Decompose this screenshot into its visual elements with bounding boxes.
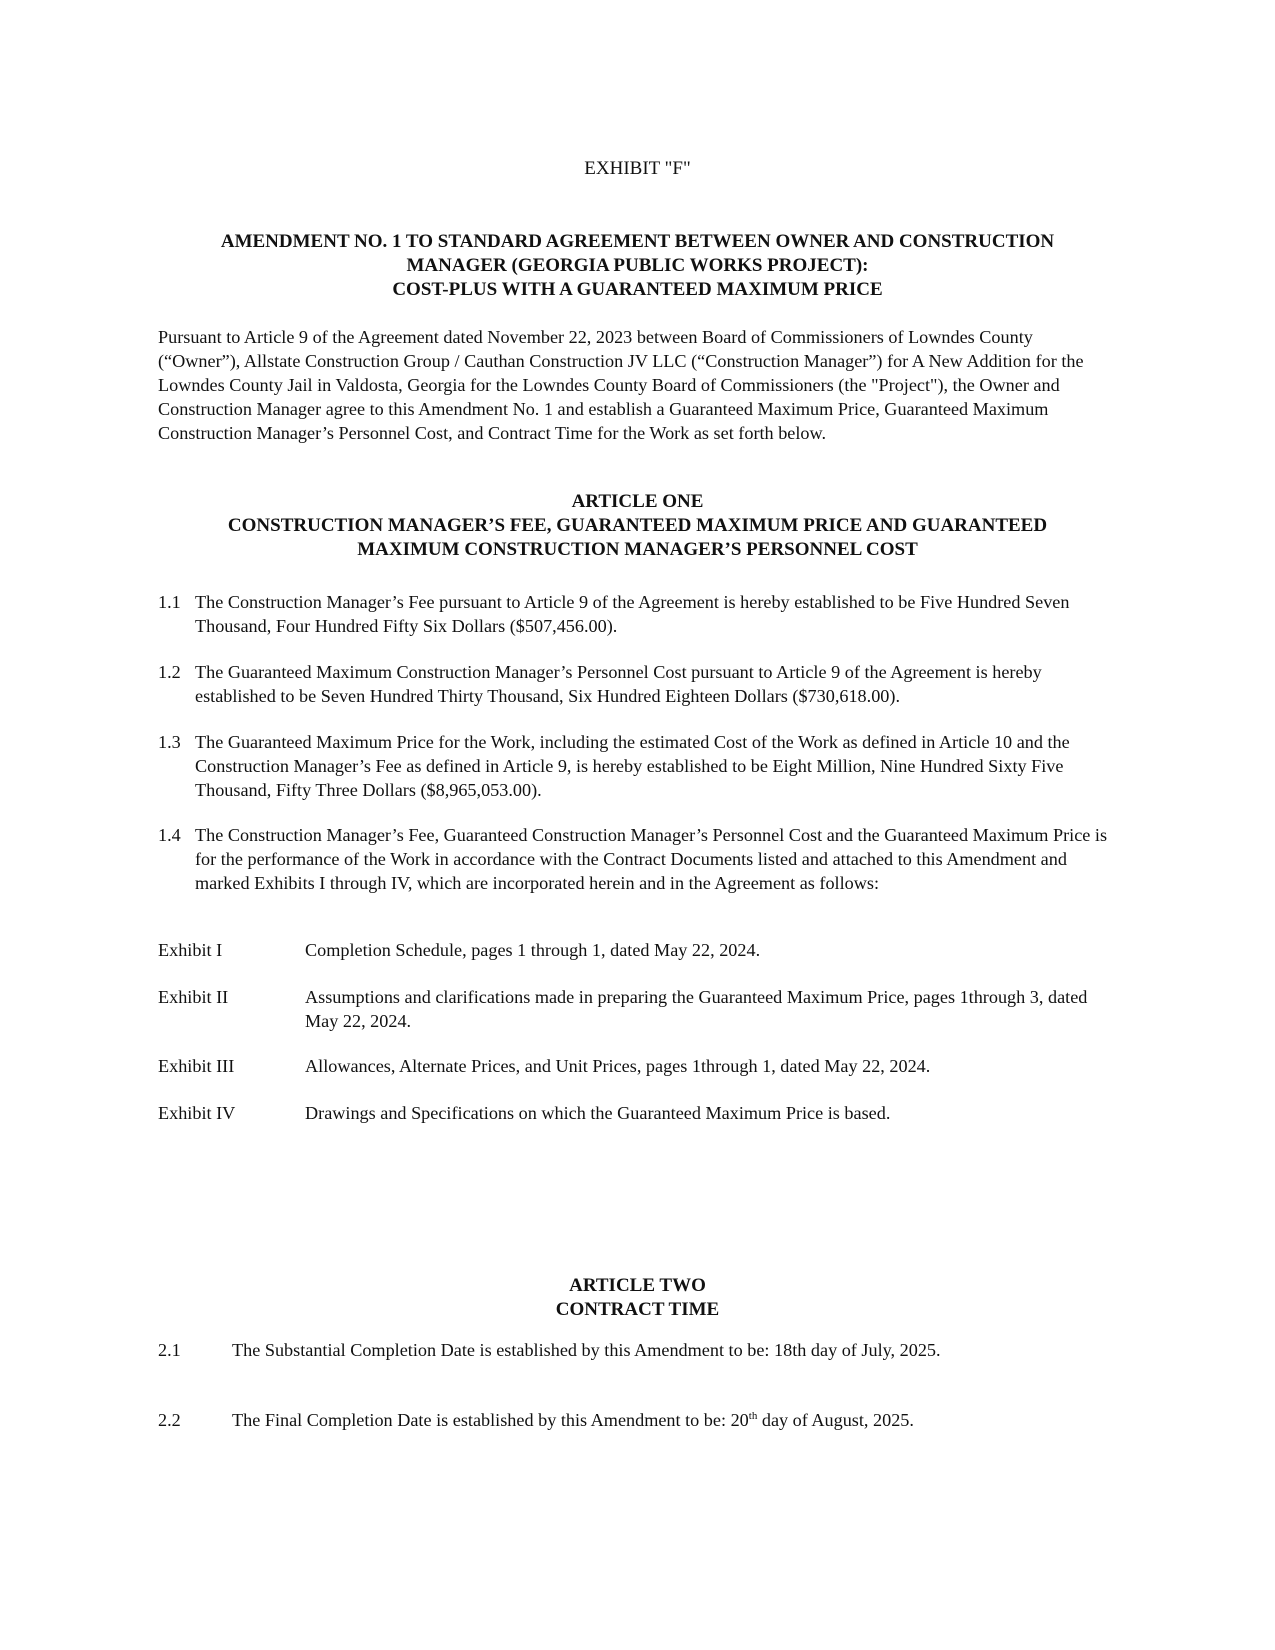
clause-text: The Construction Manager’s Fee pursuant to Article 9 of the Agreement is hereby established to be Five Hundred Seven Thousand, Four Hundred Fifty Six Dollars ($507,456.00). <box>195 592 1070 636</box>
clause-text: The Construction Manager’s Fee, Guaranteed Construction Manager’s Personnel Cost and the Guaranteed Maximum Price is for the performance of the Work in accordance with the Contract Documents listed and attached to this Amendment and marked Exhibits I through IV, which are incorporated herein and in the Agreement as follows: <box>195 825 1108 893</box>
exhibit-label: Exhibit IV <box>158 1103 236 1123</box>
clause-1-2 <box>158 660 1118 708</box>
clause-number: 1.4 <box>158 825 181 845</box>
clause-1-3 <box>158 730 1118 802</box>
ordinal-suffix: th <box>748 1409 758 1422</box>
exhibit-row-3 <box>158 1054 1118 1078</box>
exhibit-label: Exhibit II <box>158 987 229 1007</box>
clause-number: 1.3 <box>158 732 181 752</box>
intro-paragraph: Pursuant to Article 9 of the Agreement dated November 22, 2023 between Board of Commissioners of Lowndes County (“Owner”), Allstate Construction Group / Cauthan Construction JV LLC (“Construction Manager”) for A New Addition for the Lowndes County Jail in Valdosta, Georgia for the Lowndes County Board of Commissioners (the "Project"), the Owner and Construction Manager agree to this Amendment No. 1 and establish a Guaranteed Maximum Price, Guaranteed Maximum Construction Manager’s Personnel Cost, and Contract Time for the Work as set forth below. <box>158 327 1084 443</box>
exhibit-label: Exhibit I <box>158 940 223 960</box>
article-one-heading-line-1: ARTICLE ONE <box>571 491 704 512</box>
clause-text <box>232 1408 1118 1432</box>
exhibit-description: Completion Schedule, pages 1 through 1, dated May 22, 2024. <box>305 940 761 960</box>
clause-2-2 <box>158 1408 1118 1432</box>
clause-1-4 <box>158 823 1118 895</box>
clause-number: 2.2 <box>158 1410 181 1430</box>
exhibit-row-2 <box>158 985 1118 1033</box>
clause-2-1 <box>158 1338 1118 1362</box>
clause-number: 1.1 <box>158 592 181 612</box>
exhibit-title: EXHIBIT "F" <box>584 158 691 179</box>
amendment-title-line-2: MANAGER (GEORGIA PUBLIC WORKS PROJECT): <box>406 255 869 276</box>
exhibit-row-4 <box>158 1101 1118 1125</box>
article-one-heading <box>150 490 1125 562</box>
article-two-heading <box>150 1274 1125 1322</box>
clause-text: The Substantial Completion Date is established by this Amendment to be: 18th day of July, 2025. <box>232 1340 941 1360</box>
clause-1-1 <box>158 590 1118 638</box>
clause-text-before: The Final Completion Date is established by this Amendment to be: 20 <box>232 1410 749 1430</box>
clause-text: The Guaranteed Maximum Construction Manager’s Personnel Cost pursuant to Article 9 of the Agreement is hereby established to be Seven Hundred Thirty Thousand, Six Hundred Eighteen Dollars ($730,618.00). <box>195 662 1042 706</box>
exhibit-description: Allowances, Alternate Prices, and Unit Prices, pages 1through 1, dated May 22, 2024. <box>305 1056 931 1076</box>
amendment-title-line-3: COST-PLUS WITH A GUARANTEED MAXIMUM PRICE <box>392 279 883 300</box>
clause-number: 2.1 <box>158 1340 181 1360</box>
exhibit-description: Assumptions and clarifications made in preparing the Guaranteed Maximum Price, pages 1through 3, dated May 22, 2024. <box>305 987 1088 1031</box>
exhibit-label: Exhibit III <box>158 1056 235 1076</box>
clause-text: The Guaranteed Maximum Price for the Work, including the estimated Cost of the Work as defined in Article 10 and the Construction Manager’s Fee as defined in Article 9, is hereby established to be Eight Million, Nine Hundred Sixty Five Thousand, Fifty Three Dollars ($8,965,053.00). <box>195 732 1070 800</box>
article-one-heading-line-3: MAXIMUM CONSTRUCTION MANAGER’S PERSONNEL COST <box>357 539 918 560</box>
exhibit-row-1 <box>158 938 1118 962</box>
exhibit-description: Drawings and Specifications on which the Guaranteed Maximum Price is based. <box>305 1103 891 1123</box>
article-two-heading-line-1: ARTICLE TWO <box>569 1275 706 1296</box>
article-one-heading-line-2: CONSTRUCTION MANAGER’S FEE, GUARANTEED MAXIMUM PRICE AND GUARANTEED <box>227 515 1048 536</box>
amendment-title <box>150 230 1125 302</box>
article-two-heading-line-2: CONTRACT TIME <box>555 1299 720 1320</box>
clause-number: 1.2 <box>158 662 181 682</box>
clause-text-after: day of August, 2025. <box>757 1410 914 1430</box>
amendment-title-line-1: AMENDMENT NO. 1 TO STANDARD AGREEMENT BETWEEN OWNER AND CONSTRUCTION <box>220 231 1055 252</box>
